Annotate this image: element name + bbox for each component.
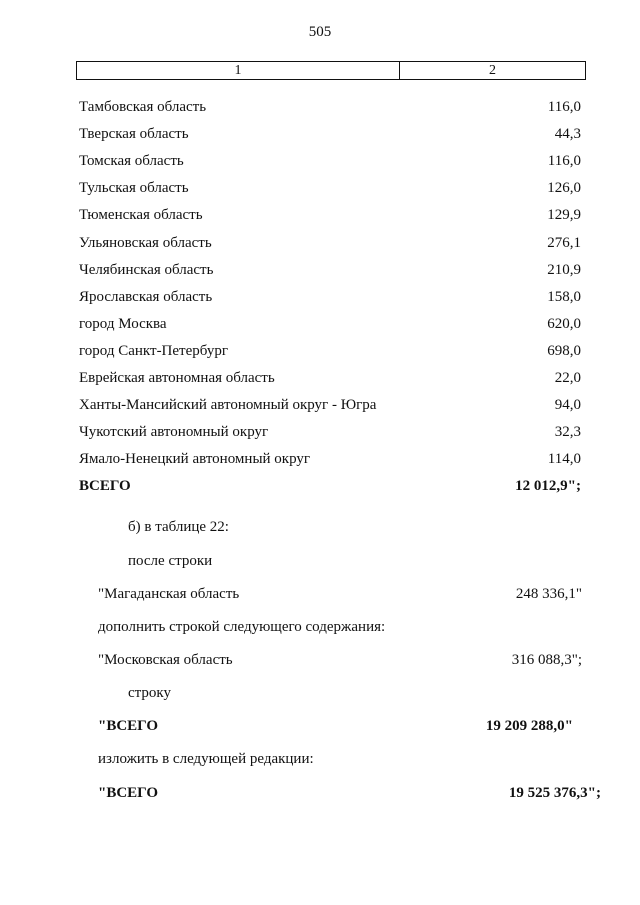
table-row — [79, 419, 581, 446]
table-row — [79, 257, 581, 284]
region-value: 114,0 — [547, 451, 581, 468]
region-name: Ярославская область — [79, 288, 213, 305]
region-value: 158,0 — [547, 288, 581, 305]
region-name: город Москва — [79, 315, 167, 332]
amendment-item-b: б) в таблице 22: — [128, 519, 229, 535]
table-header-col-2: 2 — [489, 62, 496, 78]
total-label: ВСЕГО — [79, 478, 131, 495]
region-name: Еврейская автономная область — [79, 369, 275, 386]
region-value: 94,0 — [554, 397, 581, 414]
table-row — [79, 229, 581, 256]
region-name: Тульская область — [79, 180, 189, 197]
magadan-row-value: 248 336,1" — [515, 586, 582, 602]
table-row — [79, 121, 581, 148]
table-row — [79, 175, 581, 202]
table-row — [79, 338, 581, 365]
region-value: 22,0 — [554, 369, 581, 386]
table-row — [79, 284, 581, 311]
old-total-value: 19 209 288,0" — [485, 718, 573, 734]
add-row-text: дополнить строкой следующего содержания: — [98, 619, 386, 635]
table-row — [79, 202, 581, 229]
region-name: Тамбовская область — [79, 99, 207, 116]
table-row — [79, 446, 581, 473]
table-row — [79, 94, 581, 121]
region-value: 620,0 — [547, 315, 581, 332]
region-name: город Санкт-Петербург — [79, 342, 228, 359]
region-name: Тверская область — [79, 126, 189, 143]
region-value: 129,9 — [547, 207, 581, 224]
region-name: Чукотский автономный округ — [79, 424, 269, 441]
table-row — [79, 365, 581, 392]
region-table — [79, 94, 581, 500]
new-total-label: "ВСЕГО — [98, 785, 159, 801]
table-row — [79, 311, 581, 338]
region-value: 210,9 — [547, 261, 581, 278]
region-name: Ульяновская область — [79, 234, 212, 251]
region-name: Ханты-Мансийский автономный округ - Югра — [79, 397, 377, 414]
table-row — [79, 392, 581, 419]
old-total-label: "ВСЕГО — [98, 718, 159, 734]
table-header — [76, 61, 586, 80]
region-value: 44,3 — [554, 126, 581, 143]
region-value: 276,1 — [547, 234, 581, 251]
region-name: Тюменская область — [79, 207, 203, 224]
new-total-value: 19 525 376,3"; — [508, 785, 601, 801]
total-row — [79, 473, 581, 500]
region-value: 116,0 — [547, 99, 581, 116]
moscow-oblast-row-name: "Московская область — [98, 652, 233, 668]
region-value: 32,3 — [554, 424, 581, 441]
row-word: строку — [128, 685, 171, 701]
page-number: 505 — [308, 24, 332, 40]
moscow-oblast-row-value: 316 088,3"; — [511, 652, 582, 668]
region-name: Томская область — [79, 153, 184, 170]
table-row — [79, 148, 581, 175]
region-name: Ямало-Ненецкий автономный округ — [79, 451, 311, 468]
region-value: 698,0 — [547, 342, 581, 359]
restate-text: изложить в следующей редакции: — [98, 751, 314, 767]
region-name: Челябинская область — [79, 261, 214, 278]
region-value: 116,0 — [547, 153, 581, 170]
region-value: 126,0 — [547, 180, 581, 197]
table-header-col-1: 1 — [77, 62, 400, 79]
after-row-text: после строки — [128, 553, 213, 569]
total-value: 12 012,9"; — [515, 478, 581, 495]
magadan-row-name: "Магаданская область — [98, 586, 240, 602]
